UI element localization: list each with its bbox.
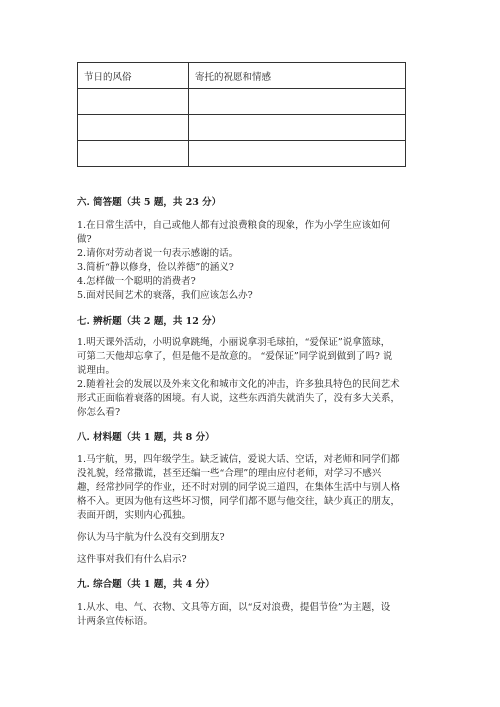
section-title: 八. 材料题（共 1 题，共 8 分） [77, 432, 215, 443]
question-line: 1.从水、电、气、衣物、文具等方面，以“反对浪费，提倡节俭”为主题，设 [77, 602, 391, 613]
question-line: 这件事对我们有什么启示? [77, 554, 187, 565]
question-line: 1.在日常生活中，自己或他人都有过浪费粮食的现象，作为小学生应该如何 [77, 220, 391, 231]
table-cell[interactable] [189, 115, 406, 141]
question-line: 你怎么看? [77, 407, 121, 418]
question-line: 格不入。更因为他有这些坏习惯，同学们都不愿与他交往，缺少真正的朋友， [77, 496, 401, 507]
table-row [78, 141, 406, 167]
question-line: 你认为马宇航为什么没有交到朋友? [77, 532, 225, 543]
table-row [78, 89, 406, 115]
question-line: 表面开朗，实则内心孤独。 [77, 510, 192, 521]
table-cell[interactable] [78, 89, 189, 115]
question-line: 趣，经常抄同学的作业，还不时对别的同学说三道四，在集体生活中与别人格 [77, 482, 401, 493]
question-line: 1.马宇航，男，四年级学生。缺乏诚信，爱说大话、空话，对老师和同学们都 [77, 454, 400, 465]
table-cell[interactable] [189, 141, 406, 167]
table-header-cell: 节日的风俗 [78, 63, 189, 89]
question-line: 可第二天他却忘拿了，但是他不是故意的。 “爱保证”同学说到做到了吗? 说 [77, 351, 393, 362]
question-line: 做? [77, 234, 92, 245]
question-line: 形式正面临着衰落的困境。有人说，这些东西消失就消失了，没有多大关系， [77, 393, 401, 404]
question-line: 计两条宣传标语。 [77, 616, 154, 627]
question-line: 2.随着社会的发展以及外来文化和城市文化的冲击，许多独具特色的民间艺术 [77, 379, 400, 390]
question-line: 3.简析“静以修身，俭以养德”的涵义? [77, 262, 234, 273]
table-row [78, 115, 406, 141]
table-header-cell: 寄托的祝愿和情感 [189, 63, 406, 89]
table-cell[interactable] [78, 115, 189, 141]
section-title: 九. 综合题（共 1 题，共 4 分） [77, 579, 215, 590]
table-cell[interactable] [78, 141, 189, 167]
table-cell[interactable] [189, 89, 406, 115]
question-line: 5.面对民间艺术的衰落，我们应该怎么办? [77, 290, 253, 301]
question-line: 没礼貌，经常撒谎，甚至还编一些“合理”的理由应付老师，对学习不感兴 [77, 468, 382, 479]
question-line: 1.明天课外活动，小明说拿跳绳，小丽说拿羽毛球拍，“爱保证”说拿篮球， [77, 337, 391, 348]
question-line: 2.请你对劳动者说一句表示感谢的话。 [77, 248, 239, 259]
section-title: 六. 简答题（共 5 题，共 23 分） [77, 197, 222, 208]
festival-table [77, 62, 406, 167]
section-title: 七. 辨析题（共 2 题，共 12 分） [77, 316, 222, 327]
table-header-row [78, 63, 406, 89]
question-line: 说理由。 [77, 365, 116, 376]
question-line: 4.怎样做一个聪明的消费者? [77, 276, 196, 287]
